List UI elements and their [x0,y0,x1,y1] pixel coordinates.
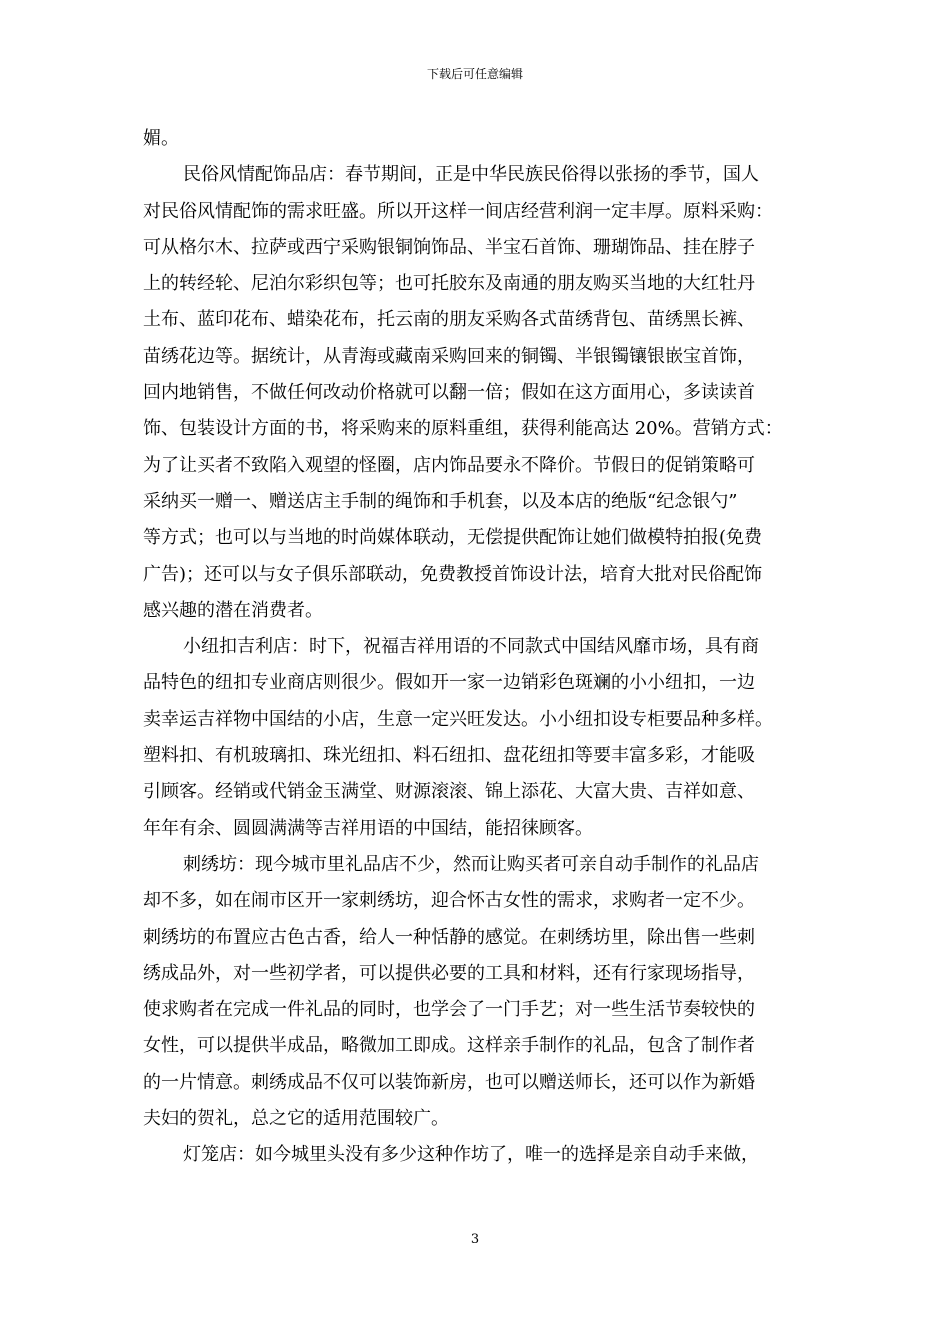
text-line: 的一片情意。刺绣成品不仅可以装饰新房，也可以赠送师长，还可以作为新婚 [143,1071,755,1093]
text-line: 刺绣坊的布置应古色古香，给人一种恬静的感觉。在刺绣坊里，除出售一些刺 [143,926,755,948]
text-line: 媚。 [143,128,179,149]
text-line: 使求购者在完成一件礼品的同时，也学会了一门手艺；对一些生活节奏较快的 [143,999,755,1021]
text-line: 为了让买者不致陷入观望的怪圈，店内饰品要永不降价。节假日的促销策略可 [143,454,755,476]
text-line: 苗绣花边等。据统计，从青海或藏南采购回来的铜镯、半银镯镶银嵌宝首饰， [143,345,755,367]
text-line: 引顾客。经销或代销金玉满堂、财源滚滚、锦上添花、大富大贵、吉祥如意、 [143,781,755,803]
text-line: 饰、包装设计方面的书，将采购来的原料重组，获得利能高达 20%。营销方式： [143,418,783,440]
text-line: 年年有余、圆圆满满等吉祥用语的中国结，能招徕顾客。 [143,817,593,839]
text-line: 却不多，如在闹市区开一家刺绣坊，迎合怀古女性的需求，求购者一定不少。 [143,890,755,912]
page-number: 3 [470,1232,480,1247]
text-line: 等方式；也可以与当地的时尚媒体联动，无偿提供配饰让她们做模特拍报(免费 [143,527,763,549]
text-line: 灯笼店：如今城里头没有多少这种作坊了，唯一的选择是亲自动手来做， [183,1144,759,1166]
text-line: 广告)；还可以与女子俱乐部联动，免费教授首饰设计法，培育大批对民俗配饰 [143,563,763,585]
text-line: 回内地销售，不做任何改动价格就可以翻一倍；假如在这方面用心，多读读首 [143,382,755,404]
text-line: 小纽扣吉利店：时下，祝福吉祥用语的不同款式中国结风靡市场，具有商 [183,636,759,658]
page-header: 下载后可任意编辑 [426,67,523,81]
text-line: 女性，可以提供半成品，略微加工即成。这样亲手制作的礼品，包含了制作者 [143,1035,755,1057]
text-line: 民俗风情配饰品店：春节期间，正是中华民族民俗得以张扬的季节，国人 [183,164,759,186]
text-line: 对民俗风情配饰的需求旺盛。所以开这样一间店经营利润一定丰厚。原料采购： [143,200,773,222]
text-line: 感兴趣的潜在消费者。 [143,599,323,621]
text-line: 品特色的纽扣专业商店则很少。假如开一家一边销彩色斑斓的小小纽扣，一边 [143,672,755,694]
text-line: 采纳买一赠一、赠送店主手制的绳饰和手机套，以及本店的绝版“纪念银勺” [143,490,738,512]
text-line: 卖幸运吉祥物中国结的小店，生意一定兴旺发达。小小纽扣设专柜要品种多样。 [143,708,773,730]
document-body [143,121,807,1174]
text-line: 绣成品外，对一些初学者，可以提供必要的工具和材料，还有行家现场指导， [143,962,755,984]
text-line: 土布、蓝印花布、蜡染花布，托云南的朋友采购各式苗绣背包、苗绣黑长裤、 [143,309,755,331]
text-line: 塑料扣、有机玻璃扣、珠光纽扣、料石纽扣、盘花纽扣等要丰富多彩，才能吸 [143,745,755,767]
text-line: 刺绣坊：现今城市里礼品店不少，然而让购买者可亲自动手制作的礼品店 [183,853,759,875]
text-line: 上的转经轮、尼泊尔彩织包等；也可托胶东及南通的朋友购买当地的大红牡丹 [143,273,755,295]
text-line: 夫妇的贺礼，总之它的适用范围较广。 [143,1108,449,1130]
text-line: 可从格尔木、拉萨或西宁采购银铜饷饰品、半宝石首饰、珊瑚饰品、挂在脖子 [143,236,755,258]
